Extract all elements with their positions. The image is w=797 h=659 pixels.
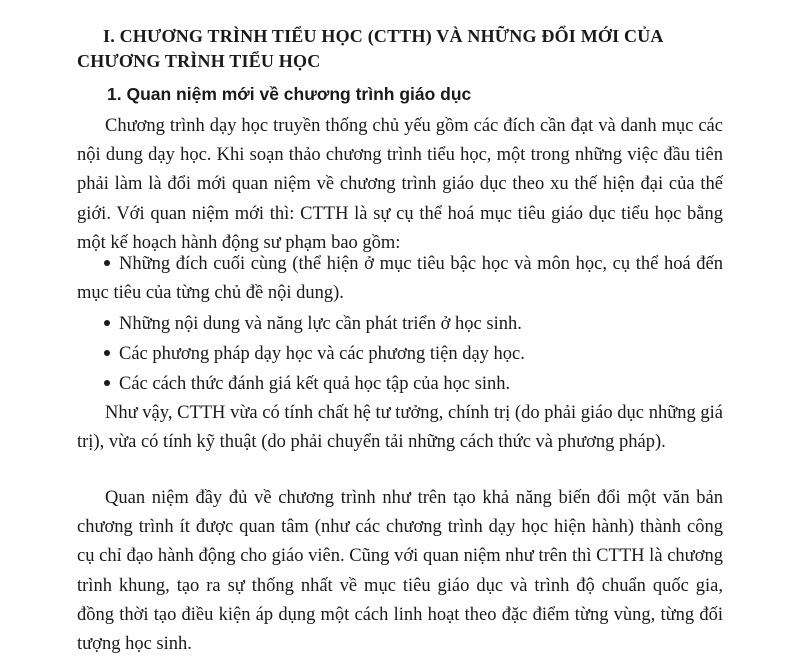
paragraph-intro: Chương trình dạy học truyền thống chủ yếu gồm các đích cần đạt và danh mục các nội dung dạy học. Khi soạn thảo chương trình tiểu học, một trong những việc đầu tiên phải làm là đổi mới quan niệm về chương trình giáo dục theo xu thế hiện đại của thế giới. Với quan niệm mới thì: CTTH là sự cụ thể hoá mục tiêu giáo dục tiểu học bằng một kế hoạch hành động sư phạm bao gồm:	[77, 116, 723, 253]
section-title: I. CHƯƠNG TRÌNH TIỂU HỌC (CTTH) VÀ NHỮNG ĐỔI MỚI CỦA CHƯƠNG TRÌNH TIỂU HỌC	[77, 26, 663, 71]
bullet-item-3	[104, 340, 525, 369]
bullet-item-1	[77, 250, 723, 308]
bullet-text: Các cách thức đánh giá kết quả học tập của học sinh.	[119, 374, 511, 394]
paragraph-summary: Như vậy, CTTH vừa có tính chất hệ tư tưởng, chính trị (do phải giáo dục những giá trị), vừa có tính kỹ thuật (do phải chuyển tải những cách thức và phương pháp).	[77, 403, 723, 453]
subsection-title: 1. Quan niệm mới về chương trình giáo dục	[107, 84, 472, 104]
bullet-dot	[104, 350, 110, 356]
bullet-dot	[104, 380, 110, 386]
bullet-text: Những nội dung và năng lực cần phát triển ở học sinh.	[119, 314, 522, 334]
paragraph-framework: Quan niệm đầy đủ về chương trình như trên tạo khả năng biến đổi một văn bản chương trình ít được quan tâm (như các chương trình dạy học hiện hành) thành công cụ chỉ đạo hành động cho giáo viên. Cũng với quan niệm như trên thì CTTH là chương trình khung, tạo ra sự thống nhất về mục tiêu giáo dục và trình độ chuẩn quốc gia, đồng thời tạo điều kiện áp dụng một cách linh hoạt theo đặc điểm từng vùng, từng đối tượng học sinh.	[77, 488, 723, 655]
bullet-item-4	[104, 370, 510, 399]
bullet-item-2	[104, 310, 522, 339]
bullet-text: Những đích cuối cùng (thể hiện ở mục tiêu bậc học và môn học, cụ thể hoá đến mục tiêu của từng chủ đề nội dung).	[77, 254, 723, 304]
bullet-text: Các phương pháp dạy học và các phương tiện dạy học.	[119, 344, 525, 364]
bullet-dot	[104, 320, 110, 326]
bullet-dot	[104, 260, 110, 266]
